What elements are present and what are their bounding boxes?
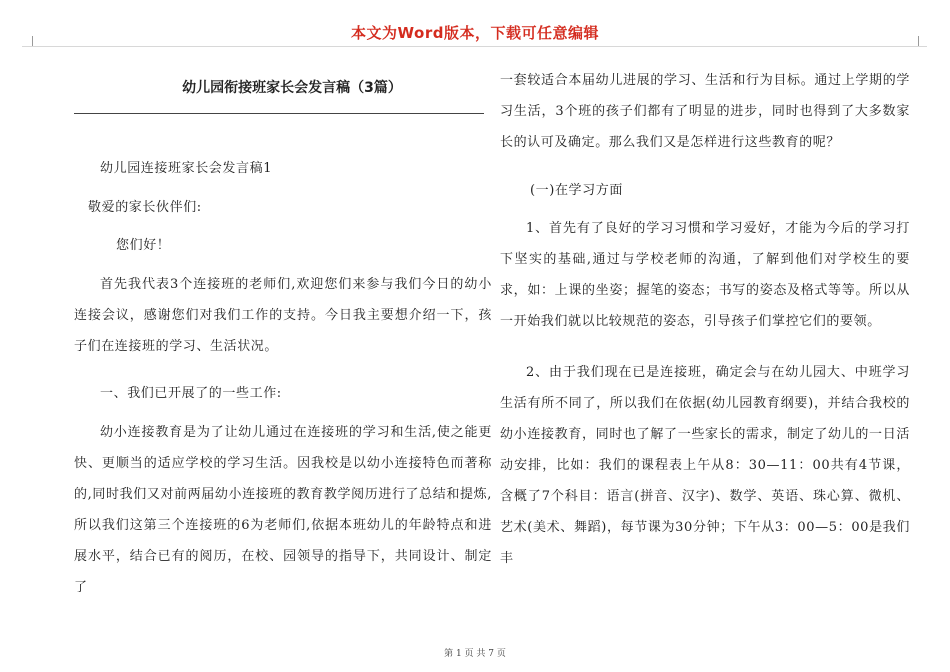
document-title: 幼儿园衔接班家长会发言稿（3篇） bbox=[182, 80, 402, 96]
page-footer: 第 1 页 共 7 页 bbox=[444, 649, 506, 659]
subheading-study: (一)在学习方面 bbox=[530, 183, 623, 198]
section-heading: 幼儿园连接班家长会发言稿1 bbox=[100, 161, 273, 176]
paragraph-intro: 首先我代表3个连接班的老师们,欢迎您们来参与我们今日的幼小连接会议，感谢您们对我们工作的支持。今日我主要想介绍一下，孩子们在连接班的学习、生活状况。 bbox=[74, 277, 492, 354]
salutation: 敬爱的家长伙伴们: bbox=[88, 200, 202, 215]
crop-mark-left bbox=[22, 36, 33, 46]
document-page bbox=[22, 46, 927, 627]
paragraph-study-1: 1、首先有了良好的学习习惯和学习爱好，才能为今后的学习打下坚实的基础,通过与学校老师的沟通，了解到他们对学校生的要求，如：上课的坐姿；握笔的姿态；书写的姿态及格式等等。所以从一开始我们就以比较规范的姿态，引导孩子们掌控它们的要领。 bbox=[500, 221, 910, 329]
title-rule bbox=[74, 113, 484, 114]
paragraph-work: 幼小连接教育是为了让幼儿通过在连接班的学习和生活,使之能更快、更顺当的适应学校的学习生活。因我校是以幼小连接特色而著称的,同时我们又对前两届幼小连接班的教育教学阅历进行了总结和提炼,所以我们这第三个连接班的6为老师们,依据本班幼儿的年龄特点和进展水平，结合已有的阅历，在校、园领导的指导下，共同设计、制定了 bbox=[74, 425, 492, 595]
paragraph-study-2: 2、由于我们现在已是连接班，确定会与在幼儿园大、中班学习生活有所不同了，所以我们在依据(幼儿园教育纲要)，并结合我校的幼小连接教育，同时也了解了一些家长的需求，制定了幼儿的一日活动安排，比如：我们的课程表上午从8：30—11：00共有4节课，含概了7个科目：语言(拼音、汉字)、数学、英语、珠心算、微机、艺术(美术、舞蹈)，每节课为30分钟；下午从3：00—5：00是我们丰 bbox=[500, 365, 910, 566]
download-banner: 本文为Word版本，下载可任意编辑 bbox=[351, 24, 599, 42]
paragraph-continued: 一套较适合本届幼儿进展的学习、生活和行为目标。通过上学期的学习生活，3个班的孩子们都有了明显的进步，同时也得到了大多数家长的认可及确定。那么我们又是怎样进行这些教育的呢？ bbox=[500, 73, 910, 150]
greeting: 您们好！ bbox=[116, 238, 171, 253]
subheading-work: 一、我们已开展了的一些工作: bbox=[100, 386, 282, 401]
crop-mark-right bbox=[918, 36, 929, 46]
